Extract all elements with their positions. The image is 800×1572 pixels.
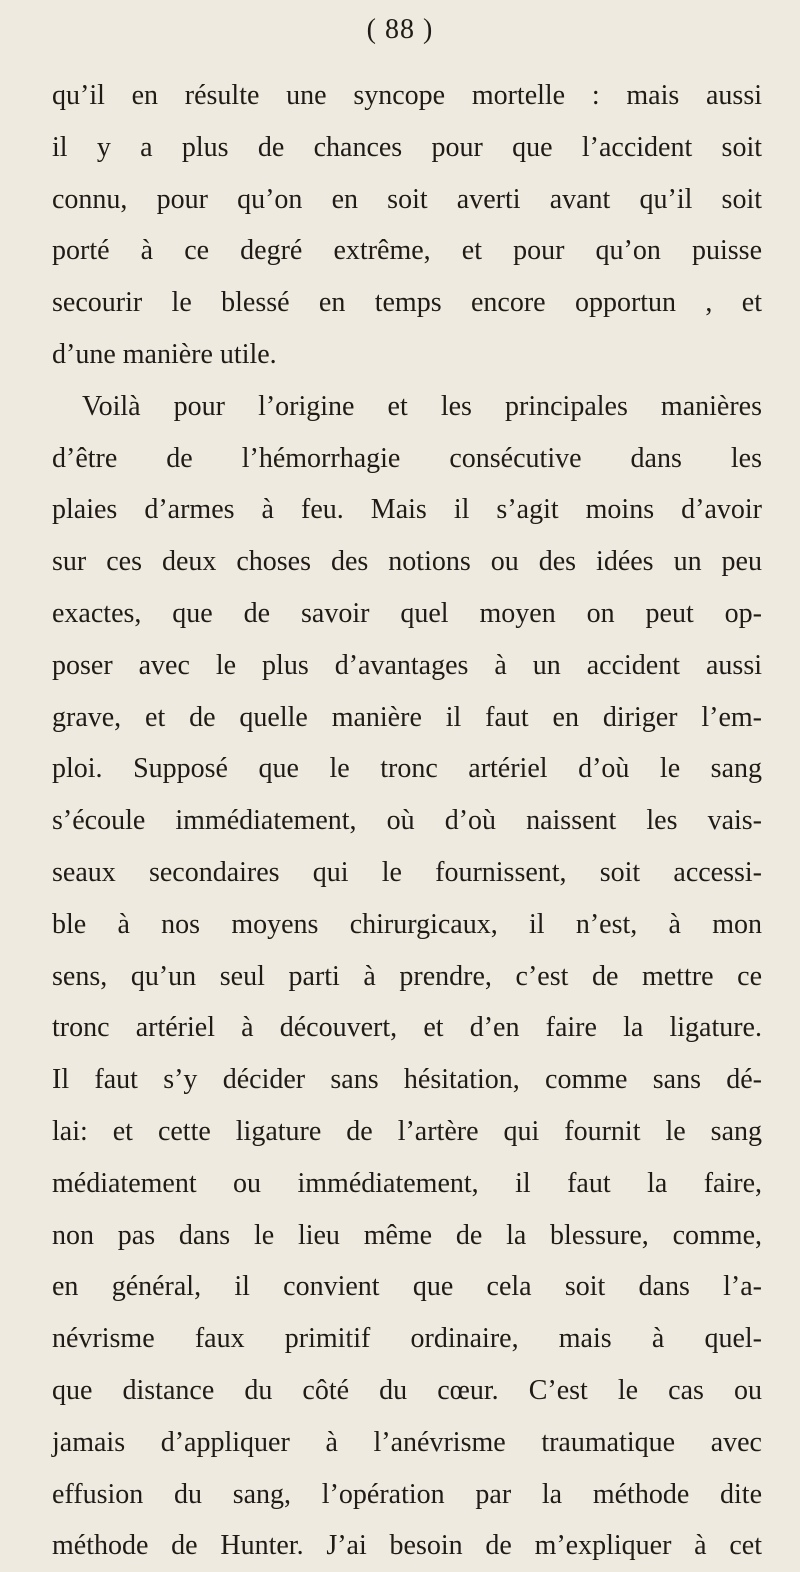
text-line: non pas dans le lieu même de la blessure, comme, [52,1219,762,1251]
text-line: grave, et de quelle manière il faut en diriger l’em- [52,701,762,733]
text-line: exactes, que de savoir quel moyen on peut op- [52,597,762,629]
text-line: qu’il en résulte une syncope mortelle : mais aussi [52,80,762,111]
text-line: seaux secondaires qui le fournissent, soit accessi- [52,856,762,888]
page-number: ( 88 ) [366,14,434,45]
text-line: en général, il convient que cela soit dans l’a- [52,1271,762,1303]
text-line: poser avec le plus d’avantages à un accident aussi [52,649,762,681]
text-line: d’être de l’hémorrhagie consécutive dans les [52,442,762,474]
text-line: porté à ce degré extrême, et pour qu’on puisse [52,235,762,267]
text-line: méthode de Hunter. J’ai besoin de m’expliquer à cet [52,1530,762,1562]
text-line: il y a plus de chances pour que l’accident soit [52,131,762,163]
text-line: effusion du sang, l’opération par la méthode dite [52,1478,762,1510]
text-line: sens, qu’un seul parti à prendre, c’est de mettre ce [52,960,762,992]
text-line: connu, pour qu’on en soit averti avant qu’il soit [52,183,762,215]
text-line: tronc artériel à découvert, et d’en faire la ligature. [52,1012,762,1044]
text-line: plaies d’armes à feu. Mais il s’agit moins d’avoir [52,494,762,526]
text-line: névrisme faux primitif ordinaire, mais à quel- [52,1323,762,1355]
text-line: que distance du côté du cœur. C’est le cas ou [52,1374,762,1406]
text-line: s’écoule immédiatement, où d’où naissent les vais- [52,805,762,837]
body-text [52,70,762,1572]
text-line: Voilà pour l’origine et les principales manières [82,390,762,422]
text-line: ploi. Supposé que le tronc artériel d’où le sang [52,753,762,785]
text-line: d’une manière utile. [52,338,277,370]
text-line: jamais d’appliquer à l’anévrisme traumatique avec [52,1426,762,1458]
text-line: médiatement ou immédiatement, il faut la faire, [52,1167,762,1199]
text-line: ble à nos moyens chirurgicaux, il n’est, à mon [52,908,762,940]
text-line: sur ces deux choses des notions ou des idées un peu [52,546,762,578]
text-line: lai: et cette ligature de l’artère qui fournit le sang [52,1115,762,1147]
text-line: Il faut s’y décider sans hésitation, comme sans dé- [52,1064,762,1096]
text-line: secourir le blessé en temps encore opportun , et [52,287,762,319]
